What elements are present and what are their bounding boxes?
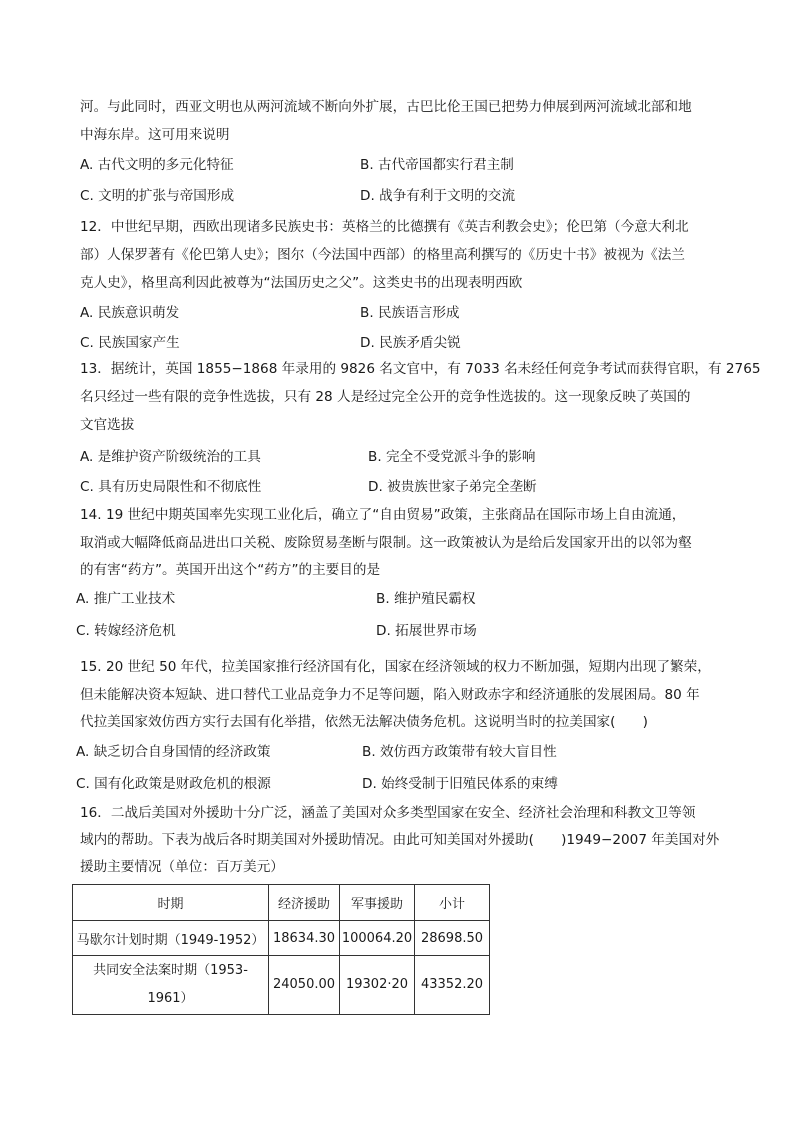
q13-text-line-1: 13．据统计，英国 1855−1868 年录用的 9826 名文官中，有 7033 名未经任何竞争考试而获得官职，有 2765 <box>80 361 761 377</box>
q15-option-b[interactable]: B. 效仿西方政策带有较大盲目性 <box>362 744 557 760</box>
q14-option-b[interactable]: B. 维护殖民霸权 <box>376 591 476 607</box>
q12-option-b[interactable]: B. 民族语言形成 <box>360 305 460 321</box>
q13-text-line-3: 文官选拔 <box>80 417 135 433</box>
q16-text-line-3: 援助主要情况（单位：百万美元） <box>80 859 284 875</box>
table-row <box>73 921 490 956</box>
q14-option-d[interactable]: D. 拓展世界市场 <box>376 623 477 639</box>
q15-option-d[interactable]: D. 始终受制于旧殖民体系的束缚 <box>362 776 558 792</box>
q15-text-line-3: 代拉美国家效仿西方实行去国有化举措，依然无法解决债务危机。这说明当时的拉美国家( ) <box>80 714 648 730</box>
q13-text-line-2: 名只经过一些有限的竞争性选拔，只有 28 人是经过完全公开的竞争性选拔的。这一现象反映了英国的 <box>80 389 691 405</box>
q14-option-a[interactable]: A. 推广工业技术 <box>76 591 176 607</box>
table-header-cell: 小计 <box>415 885 490 921</box>
table-cell-military: 100064.20 <box>340 921 415 956</box>
table-header-cell: 军事援助 <box>340 885 415 921</box>
q13-option-c[interactable]: C. 具有历史局限性和不彻底性 <box>80 479 262 495</box>
q16-text-line-1: 16．二战后美国对外援助十分广泛，涵盖了美国对众多类型国家在安全、经济社会治理和科教文卫等领 <box>80 805 696 821</box>
q15-option-c[interactable]: C. 国有化政策是财政危机的根源 <box>76 776 271 792</box>
table-cell-period: 马歇尔计划时期（1949-1952） <box>73 921 269 956</box>
table-header-cell: 时期 <box>73 885 269 921</box>
q14-text-line-1: 14. 19 世纪中期英国率先实现工业化后，确立了“自由贸易”政策，主张商品在国际市场上自由流通， <box>80 507 686 523</box>
table-cell-period: 共同安全法案时期（1953-1961） <box>73 956 269 1015</box>
us-foreign-aid-table <box>72 884 490 1015</box>
q15-text-line-2: 但未能解决资本短缺、进口替代工业品竞争力不足等问题，陷入财政赤字和经济通胀的发展困局。80 年 <box>80 687 700 703</box>
q14-text-line-2: 取消或大幅降低商品进出口关税、废除贸易垄断与限制。这一政策被认为是给后发国家开出的以邻为壑 <box>80 535 692 551</box>
q13-option-d[interactable]: D. 被贵族世家子弟完全垄断 <box>368 479 537 495</box>
q12-option-c[interactable]: C. 民族国家产生 <box>80 335 180 351</box>
table-cell-economic: 24050.00 <box>269 956 340 1015</box>
q15-text-line-1: 15. 20 世纪 50 年代，拉美国家推行经济国有化，国家在经济领域的权力不断加强，短期内出现了繁荣， <box>80 659 711 675</box>
q14-text-line-3: 的有害“药方”。英国开出这个“药方”的主要目的是 <box>80 562 381 578</box>
q12-text-line-3: 克人史》，格里高利因此被尊为“法国历史之父”。这类史书的出现表明西欧 <box>80 275 523 291</box>
q11-option-c[interactable]: C. 文明的扩张与帝国形成 <box>80 188 235 204</box>
table-header-cell: 经济援助 <box>269 885 340 921</box>
table-row <box>73 956 490 1015</box>
table-cell-economic: 18634.30 <box>269 921 340 956</box>
table-cell-military: 19302·20 <box>340 956 415 1015</box>
q11-option-a[interactable]: A. 古代文明的多元化特征 <box>80 157 234 173</box>
q11-text-line-1: 河。与此同时，西亚文明也从两河流域不断向外扩展，古巴比伦王国已把势力伸展到两河流域北部和地 <box>80 99 692 115</box>
q12-text-line-1: 12．中世纪早期，西欧出现诸多民族史书：英格兰的比德撰有《英吉利教会史》；伦巴第（今意大利北 <box>80 219 689 235</box>
q12-text-line-2: 部）人保罗著有《伦巴第人史》；图尔（今法国中西部）的格里高利撰写的《历史十书》被视为《法兰 <box>80 247 685 263</box>
q11-option-b[interactable]: B. 古代帝国都实行君主制 <box>360 157 514 173</box>
q12-option-d[interactable]: D. 民族矛盾尖锐 <box>360 335 461 351</box>
table-cell-subtotal: 28698.50 <box>415 921 490 956</box>
q11-text-line-2: 中海东岸。这可用来说明 <box>80 127 230 143</box>
q11-option-d[interactable]: D. 战争有利于文明的交流 <box>360 188 516 204</box>
q16-text-line-2: 域内的帮助。下表为战后各时期美国对外援助情况。由此可知美国对外援助( )1949−2007 年美国对外 <box>80 832 720 848</box>
q15-option-a[interactable]: A. 缺乏切合自身国情的经济政策 <box>76 744 271 760</box>
table-cell-subtotal: 43352.20 <box>415 956 490 1015</box>
q13-option-b[interactable]: B. 完全不受党派斗争的影响 <box>368 449 536 465</box>
q14-option-c[interactable]: C. 转嫁经济危机 <box>76 623 176 639</box>
q13-option-a[interactable]: A. 是维护资产阶级统治的工具 <box>80 449 261 465</box>
table-header-row <box>73 885 490 921</box>
q12-option-a[interactable]: A. 民族意识萌发 <box>80 305 180 321</box>
